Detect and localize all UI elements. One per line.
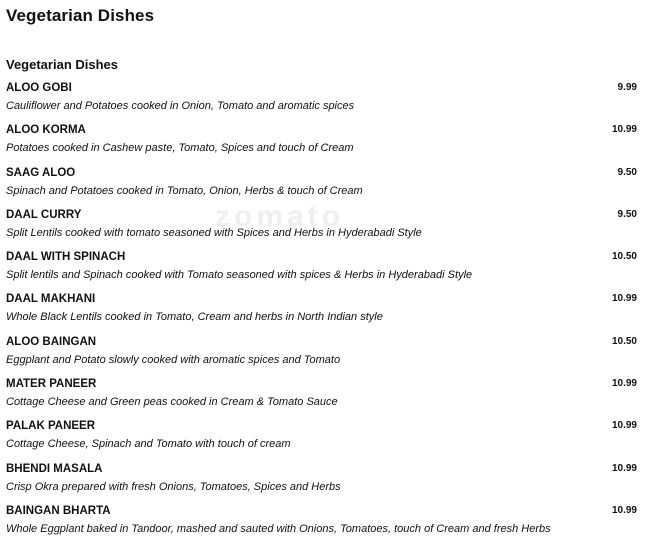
menu-item — [0, 80, 650, 122]
menu-item — [0, 249, 650, 291]
watermark-logo: zomato — [215, 200, 344, 233]
item-price: 10.50 — [611, 251, 637, 263]
item-name: ALOO BAINGAN — [6, 335, 97, 348]
item-name: ALOO KORMA — [6, 124, 86, 137]
item-description: Crisp Okra prepared with fresh Onions, Tomatoes, Spices and Herbs — [6, 480, 341, 493]
menu-item — [0, 461, 650, 503]
item-name: DAAL MAKHANI — [6, 293, 96, 306]
item-name: BHENDI MASALA — [6, 462, 103, 475]
item-description: Eggplant and Potato slowly cooked with aromatic spices and Tomato — [6, 353, 341, 366]
item-description: Cauliflower and Potatoes cooked in Onion, Tomato and aromatic spices — [6, 100, 355, 112]
menu-list — [0, 80, 650, 545]
item-price: 10.99 — [611, 462, 637, 474]
item-description: Cottage Cheese and Green peas cooked in Cream & Tomato Sauce — [6, 396, 338, 409]
menu-item — [0, 334, 650, 376]
item-name: BAINGAN BHARTA — [6, 504, 111, 517]
item-name: MATER PANEER — [6, 378, 97, 391]
item-price: 10.99 — [611, 504, 637, 516]
item-name: DAAL WITH SPINACH — [6, 251, 126, 264]
item-price: 10.99 — [611, 124, 637, 136]
item-name: SAAG ALOO — [6, 166, 76, 179]
menu-item — [0, 165, 650, 207]
menu-item — [0, 418, 650, 460]
item-description: Whole Eggplant baked in Tandoor, mashed and sauted with Onions, Tomatoes, touch of Cream and fresh Herbs — [6, 522, 551, 535]
item-price: 10.99 — [611, 293, 637, 305]
section-title: Vegetarian Dishes — [6, 57, 118, 72]
item-name: PALAK PANEER — [6, 420, 96, 433]
menu-item — [0, 122, 650, 164]
item-description: Spinach and Potatoes cooked in Tomato, Onion, Herbs & touch of Cream — [6, 184, 363, 197]
item-name: DAAL CURRY — [6, 208, 82, 221]
menu-item — [0, 291, 650, 333]
item-description: Split lentils and Spinach cooked with Tomato seasoned with spices & Herbs in Hyderabadi Style — [6, 269, 473, 282]
item-description: Whole Black Lentils cooked in Tomato, Cream and herbs in North Indian style — [6, 311, 383, 324]
item-description: Cottage Cheese, Spinach and Tomato with touch of cream — [6, 438, 291, 451]
menu-item — [0, 376, 650, 418]
item-price: 9.99 — [617, 82, 637, 93]
item-price: 10.99 — [611, 420, 637, 432]
page-title: Vegetarian Dishes — [6, 6, 155, 25]
menu-item — [0, 503, 650, 545]
item-description: Split Lentils cooked with tomato seasoned with Spices and Herbs in Hyderabadi Style — [6, 226, 422, 239]
item-price: 9.50 — [617, 208, 637, 220]
item-price: 9.50 — [617, 166, 637, 178]
item-price: 10.99 — [611, 378, 637, 390]
item-name: ALOO GOBI — [6, 82, 72, 94]
item-description: Potatoes cooked in Cashew paste, Tomato, Spices and touch of Cream — [6, 142, 354, 155]
item-price: 10.50 — [611, 335, 637, 347]
menu-item — [0, 207, 650, 249]
